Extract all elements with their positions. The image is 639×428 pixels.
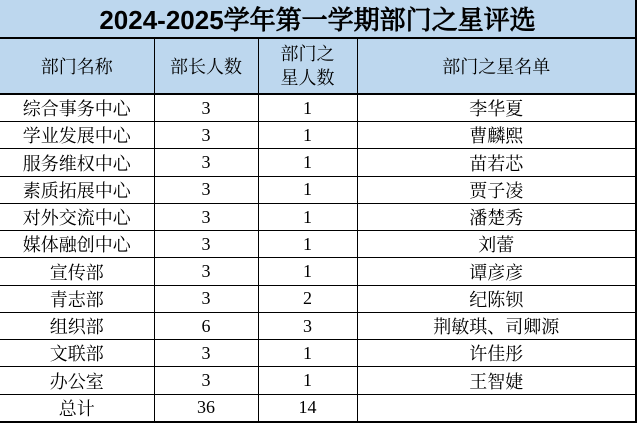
dept-cell: 青志部 (0, 285, 154, 312)
table-row (0, 149, 636, 176)
dept-cell: 办公室 (0, 367, 154, 394)
header-star-count (258, 38, 357, 94)
leader-count-cell: 3 (154, 149, 258, 176)
star-names-cell: 曹麟熙 (357, 122, 636, 149)
header-leader-count: 部长人数 (154, 38, 258, 94)
table-row (0, 285, 636, 312)
star-names-cell: 潘楚秀 (357, 203, 636, 230)
leader-count-cell: 6 (154, 312, 258, 339)
table-row-total (0, 394, 636, 422)
dept-cell: 学业发展中心 (0, 122, 154, 149)
title-row (0, 0, 636, 38)
leader-count-cell: 3 (154, 122, 258, 149)
leader-count-cell: 3 (154, 231, 258, 258)
star-count-cell: 1 (258, 367, 357, 394)
star-count-cell: 1 (258, 340, 357, 367)
star-count-cell: 1 (258, 122, 357, 149)
dept-cell: 素质拓展中心 (0, 176, 154, 203)
table-row (0, 203, 636, 230)
star-names-cell: 荆敏琪、司卿源 (357, 312, 636, 339)
star-count-cell: 14 (258, 394, 357, 422)
leader-count-cell: 3 (154, 94, 258, 122)
star-names-cell: 谭彦彦 (357, 258, 636, 285)
dept-cell: 总计 (0, 394, 154, 422)
star-names-cell (357, 394, 636, 422)
dept-cell: 文联部 (0, 340, 154, 367)
header-star-names: 部门之星名单 (357, 38, 636, 94)
star-count-cell: 1 (258, 149, 357, 176)
leader-count-cell: 3 (154, 203, 258, 230)
star-count-cell: 2 (258, 285, 357, 312)
star-count-cell: 3 (258, 312, 357, 339)
table-row (0, 367, 636, 394)
star-count-cell: 1 (258, 176, 357, 203)
leader-count-cell: 3 (154, 340, 258, 367)
header-row (0, 38, 636, 94)
dept-cell: 媒体融创中心 (0, 231, 154, 258)
leader-count-cell: 36 (154, 394, 258, 422)
leader-count-cell: 3 (154, 285, 258, 312)
dept-cell: 综合事务中心 (0, 94, 154, 122)
star-count-cell: 1 (258, 231, 357, 258)
star-count-cell: 1 (258, 203, 357, 230)
table-row (0, 312, 636, 339)
star-names-cell: 纪陈钡 (357, 285, 636, 312)
header-dept: 部门名称 (0, 38, 154, 94)
star-names-cell: 刘蕾 (357, 231, 636, 258)
page-title: 2024-2025学年第一学期部门之星评选 (0, 0, 636, 38)
table-row (0, 258, 636, 285)
star-names-cell: 王智婕 (357, 367, 636, 394)
star-names-cell: 贾子凌 (357, 176, 636, 203)
leader-count-cell: 3 (154, 258, 258, 285)
star-names-cell: 李华夏 (357, 94, 636, 122)
header-star-count-label: 部门之星人数 (280, 43, 335, 89)
leader-count-cell: 3 (154, 367, 258, 394)
star-count-cell: 1 (258, 258, 357, 285)
table-row (0, 176, 636, 203)
dept-cell: 组织部 (0, 312, 154, 339)
star-names-cell: 许佳彤 (357, 340, 636, 367)
table-row (0, 122, 636, 149)
dept-cell: 宣传部 (0, 258, 154, 285)
dept-cell: 服务维权中心 (0, 149, 154, 176)
star-count-cell: 1 (258, 94, 357, 122)
table-row (0, 340, 636, 367)
leader-count-cell: 3 (154, 176, 258, 203)
table-row (0, 231, 636, 258)
star-names-cell: 苗若芯 (357, 149, 636, 176)
dept-cell: 对外交流中心 (0, 203, 154, 230)
table-row (0, 94, 636, 122)
